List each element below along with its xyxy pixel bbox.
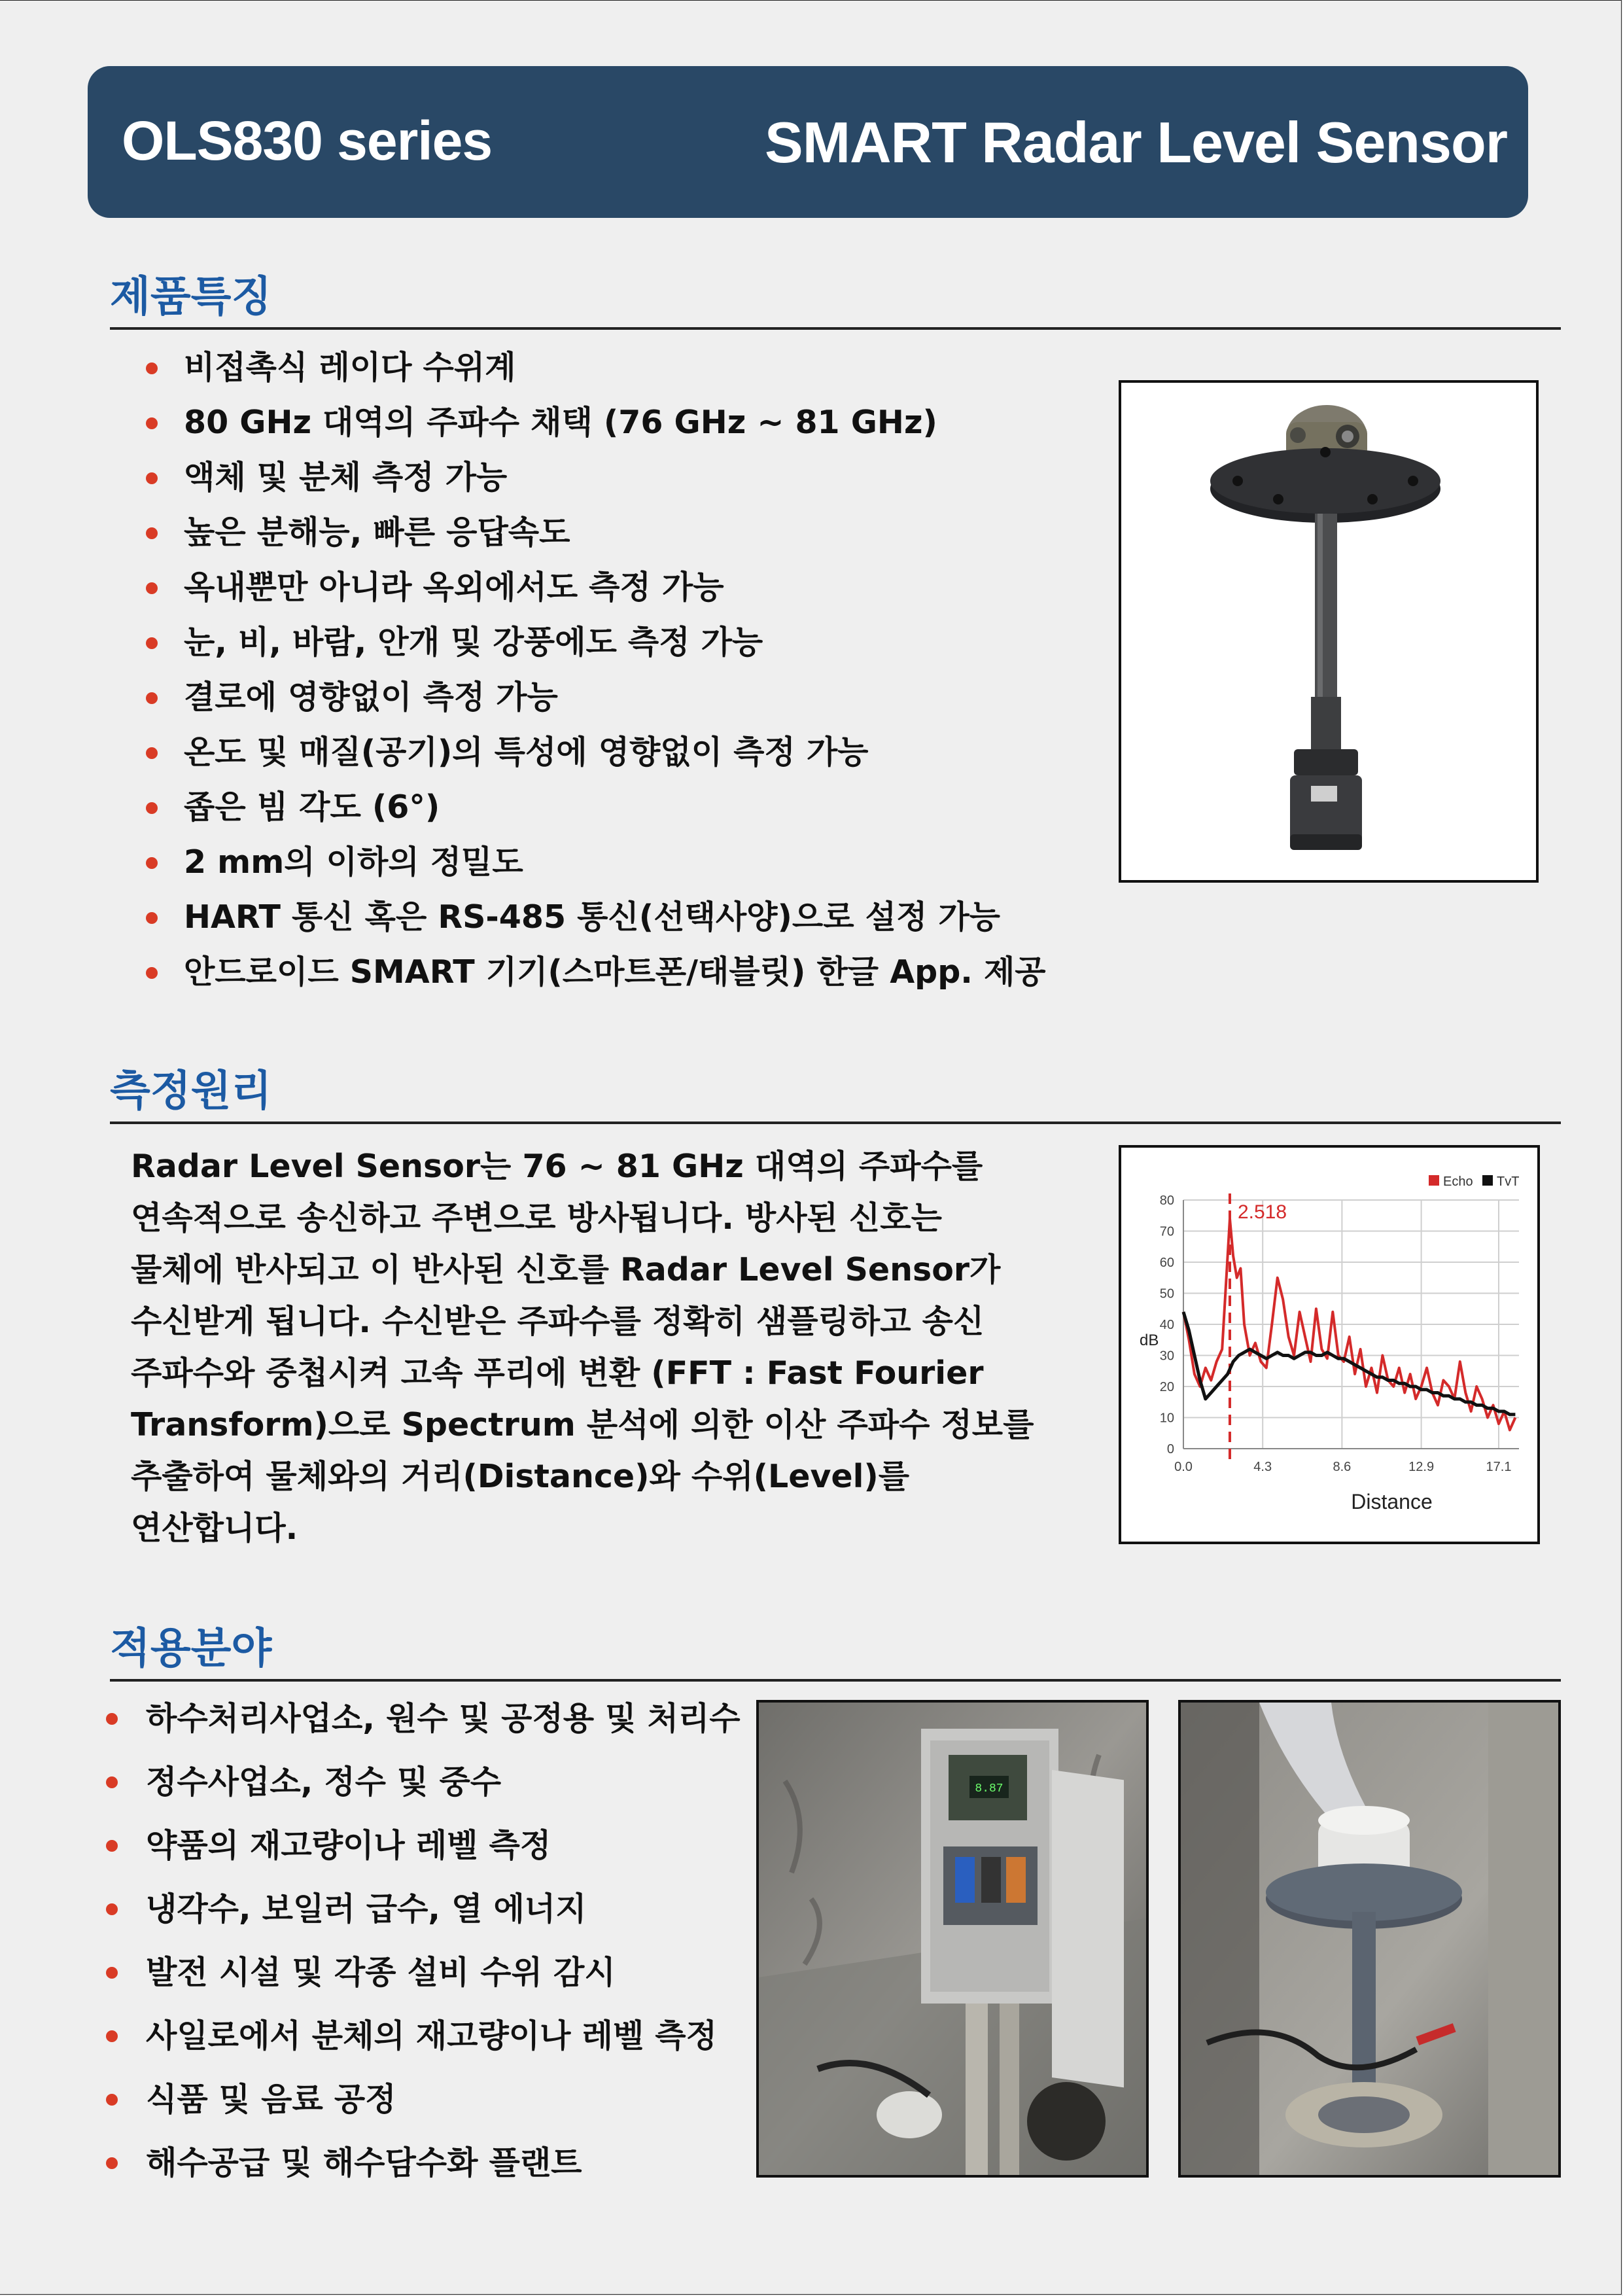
echo-chart-frame xyxy=(1119,1145,1540,1544)
list-item: 옥내뿐만 아니라 옥외에서도 측정 가능 xyxy=(141,560,1046,615)
legend-label: TvT xyxy=(1497,1174,1520,1189)
bullet-icon xyxy=(106,1840,118,1852)
list-item: 냉각수, 보일러 급수, 열 에너지 xyxy=(105,1877,741,1941)
y-tick-label: 30 xyxy=(1159,1349,1174,1364)
list-item: 해수공급 및 해수담수화 플랜트 xyxy=(105,2131,741,2195)
product-title: SMART Radar Level Sensor xyxy=(765,110,1507,175)
list-item: 사일로에서 분체의 재고량이나 레벨 측정 xyxy=(105,2004,741,2068)
x-tick-label: 0.0 xyxy=(1174,1460,1193,1474)
bullet-icon xyxy=(106,2157,118,2169)
y-tick-label: 70 xyxy=(1159,1224,1174,1239)
y-tick-label: 20 xyxy=(1159,1380,1174,1394)
series-line-tvt xyxy=(1183,1312,1515,1415)
bullet-icon xyxy=(146,472,158,484)
header-banner xyxy=(88,66,1528,218)
x-axis-label: Distance xyxy=(1351,1490,1433,1513)
echo-chart xyxy=(1121,1148,1537,1542)
bullet-icon xyxy=(106,1776,118,1788)
list-item: 온도 및 매질(공기)의 특성에 영향없이 측정 가능 xyxy=(141,725,1046,780)
y-tick-label: 0 xyxy=(1166,1442,1174,1457)
list-item: 눈, 비, 바람, 안개 및 강풍에도 측정 가능 xyxy=(141,615,1046,670)
list-item: 비접촉식 레이다 수위계 xyxy=(141,340,1046,395)
y-axis-label: dB xyxy=(1140,1331,1159,1349)
bullet-icon xyxy=(146,527,158,539)
list-item: 2 mm의 이하의 정밀도 xyxy=(141,835,1046,890)
y-tick-label: 60 xyxy=(1159,1256,1174,1270)
list-item: 80 GHz 대역의 주파수 채택 (76 GHz ~ 81 GHz) xyxy=(141,395,1046,450)
bullet-icon xyxy=(146,582,158,594)
applications-list xyxy=(105,1687,741,2195)
principle-heading: 측정원리 xyxy=(110,1057,1561,1124)
legend-swatch xyxy=(1429,1175,1439,1186)
legend-swatch xyxy=(1482,1175,1493,1186)
y-tick-label: 50 xyxy=(1159,1286,1174,1301)
bullet-icon xyxy=(106,1713,118,1725)
x-tick-label: 4.3 xyxy=(1253,1460,1272,1474)
flange-install-image xyxy=(1181,1703,1558,2175)
install-photo-panel xyxy=(756,1700,1149,2178)
list-item: 높은 분해능, 빠른 응답속도 xyxy=(141,505,1046,560)
applications-heading: 적용분야 xyxy=(110,1615,1561,1682)
panel-display-readout: 8.87 xyxy=(975,1782,1003,1795)
list-item: 좁은 빔 각도 (6°) xyxy=(141,780,1046,835)
legend-label: Echo xyxy=(1443,1174,1473,1189)
list-item: 발전 시설 및 각종 설비 수위 감시 xyxy=(105,1941,741,2004)
bullet-icon xyxy=(146,692,158,704)
bullet-icon xyxy=(106,1903,118,1915)
bullet-icon xyxy=(146,802,158,814)
product-photo xyxy=(1119,380,1539,883)
bullet-icon xyxy=(106,1967,118,1979)
bullet-icon xyxy=(146,857,158,869)
bullet-icon xyxy=(106,2094,118,2106)
y-tick-label: 10 xyxy=(1159,1411,1174,1426)
list-item: 결로에 영향없이 측정 가능 xyxy=(141,670,1046,725)
features-list xyxy=(141,340,1046,1000)
radar-sensor-image xyxy=(1121,383,1536,880)
list-item: 정수사업소, 정수 및 중수 xyxy=(105,1750,741,1814)
principle-paragraph: Radar Level Sensor는 76 ~ 81 GHz 대역의 주파수를 연속적으로 송신하고 주변으로 방사됩니다. 방사된 신호는 물체에 반사되고 이 반사된 신호를 Radar Level Sensor가 수신받게 됩니다. 수신받은 주파수를 정확히 샘플링하고 송신 주파수와 중첩시켜 고속 푸리에 변환 (FFT : Fast Fourier Transform)으로 Spectrum 분석에 의한 이산 주파수 정보를 추출하여 물체와의 거리(Distance)와 수위(Level)를 연산합니다. xyxy=(131,1148,1034,1547)
bullet-icon xyxy=(146,362,158,374)
bullet-icon xyxy=(146,637,158,649)
y-tick-label: 40 xyxy=(1159,1318,1174,1332)
list-item: HART 통신 혹은 RS-485 통신(선택사양)으로 설정 가능 xyxy=(141,890,1046,945)
list-item: 액체 및 분체 측정 가능 xyxy=(141,450,1046,505)
list-item: 안드로이드 SMART 기기(스마트폰/태블릿) 한글 App. 제공 xyxy=(141,945,1046,1000)
control-panel-image xyxy=(759,1703,1146,2175)
list-item: 식품 및 음료 공정 xyxy=(105,2068,741,2131)
peak-marker-label: 2.518 xyxy=(1237,1201,1287,1223)
bullet-icon xyxy=(106,2030,118,2042)
bullet-icon xyxy=(146,417,158,429)
bullet-icon xyxy=(146,747,158,759)
y-tick-label: 80 xyxy=(1159,1193,1174,1208)
x-tick-label: 12.9 xyxy=(1408,1460,1435,1474)
features-heading: 제품특징 xyxy=(110,263,1561,330)
bullet-icon xyxy=(146,967,158,979)
list-item: 하수처리사업소, 원수 및 공정용 및 처리수 xyxy=(105,1687,741,1750)
bullet-icon xyxy=(146,912,158,924)
install-photo-flange xyxy=(1178,1700,1561,2178)
series-title: OLS830 series xyxy=(122,110,493,171)
x-tick-label: 8.6 xyxy=(1333,1460,1352,1474)
x-tick-label: 17.1 xyxy=(1486,1460,1512,1474)
list-item: 약품의 재고량이나 레벨 측정 xyxy=(105,1814,741,1877)
